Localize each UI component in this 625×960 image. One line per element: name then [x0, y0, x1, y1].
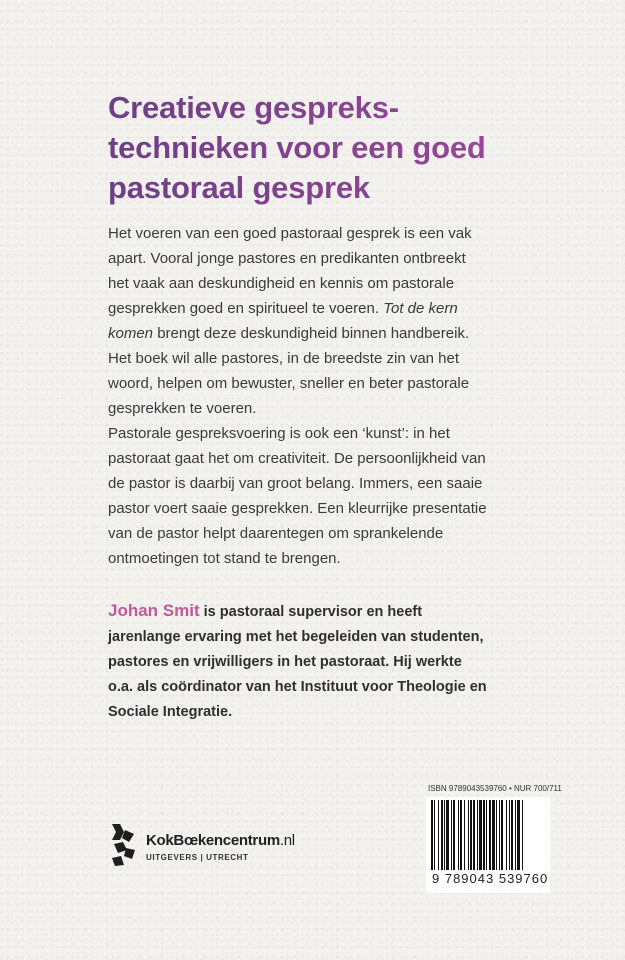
- blurb-text: van de pastor helpt daarentegen om sprankelende: [108, 525, 444, 542]
- barcode-bar: [499, 800, 500, 870]
- blurb-line: [108, 546, 538, 571]
- blurb-text: brengt deze deskundigheid binnen handbereik.: [153, 325, 470, 342]
- barcode-bar: [501, 800, 503, 870]
- blurb-line: [108, 271, 538, 296]
- barcode-bar: [506, 800, 507, 870]
- headline-line: technieken voor een goed: [108, 130, 486, 165]
- barcode-bar: [517, 800, 520, 870]
- blurb-line: [108, 521, 538, 546]
- barcode-bar: [515, 800, 516, 870]
- barcode-bar: [460, 800, 462, 870]
- author-bio-line: [108, 598, 548, 625]
- blurb-line: [108, 371, 538, 396]
- publisher-subline: UITGEVERS | UTRECHT: [146, 853, 249, 862]
- blurb-text: het vaak aan deskundigheid en kennis om pastorale: [108, 275, 455, 292]
- author-bio: [108, 598, 548, 725]
- barcode-bar: [431, 800, 433, 870]
- barcode-bar: [509, 800, 510, 870]
- headline: [108, 88, 548, 208]
- barcode-bar: [438, 800, 439, 870]
- barcode-digits: 9 789043 539760: [432, 871, 549, 886]
- publisher-name-tld: .nl: [279, 832, 295, 849]
- blurb-text: ontmoetingen tot stand te brengen.: [108, 550, 341, 567]
- barcode-bar: [496, 800, 497, 870]
- headline-line: Creatieve gespreks-: [108, 90, 399, 125]
- barcode-bar: [441, 800, 443, 870]
- barcode-bar: [483, 800, 485, 870]
- barcode-bar: [458, 800, 459, 870]
- blurb-text: apart. Vooral jonge pastores en predikanten ontbreekt: [108, 250, 466, 267]
- author-bio-line: o.a. als coördinator van het Instituut voor Theologie en: [108, 679, 487, 695]
- blurb-text: pastoraat gaat het om creativiteit. De persoonlijkheid van: [108, 450, 486, 467]
- barcode-bar: [464, 800, 465, 870]
- barcode-bar: [470, 800, 472, 870]
- blurb-text: woord, helpen om bewuster, sneller en beter pastorale: [108, 375, 470, 392]
- barcode-bar: [453, 800, 455, 870]
- blurb-line: [108, 496, 538, 521]
- barcode-bars: [429, 800, 547, 872]
- publisher-mark-icon: [108, 820, 138, 868]
- book-title-italic: komen: [108, 325, 154, 342]
- barcode-bar: [479, 800, 482, 870]
- blurb-text: gesprekken goed en spiritueel te voeren.: [108, 300, 384, 317]
- blurb-text: Pastorale gespreksvoering is ook een ‘kunst’: in het: [108, 425, 450, 442]
- blurb-line: [108, 221, 538, 246]
- barcode-bar: [468, 800, 469, 870]
- author-bio-line: jarenlange ervaring met het begeleiden van studenten,: [108, 629, 484, 645]
- barcode-bar: [492, 800, 495, 870]
- barcode-bar: [511, 800, 513, 870]
- barcode-bar: [451, 800, 452, 870]
- blurb-text: Het voeren van een goed pastoraal gesprek is een vak: [108, 225, 472, 242]
- publisher-logo: [108, 820, 338, 870]
- barcode-bar: [434, 800, 435, 870]
- blurb-line: [108, 296, 538, 321]
- barcode-bar: [444, 800, 445, 870]
- headline-line: pastoraal gesprek: [108, 170, 370, 205]
- barcode-bar: [486, 800, 487, 870]
- barcode-bar: [446, 800, 449, 870]
- author-name: Johan Smit: [108, 601, 200, 620]
- barcode-bar: [489, 800, 491, 870]
- blurb-line: [108, 396, 538, 421]
- blurb-text: de pastor is daarbij van groot belang. Immers, een saaie: [108, 475, 483, 492]
- isbn-label: ISBN 9789043539760 • NUR 700/711: [428, 784, 562, 793]
- blurb-line: [108, 446, 538, 471]
- author-bio-line: Sociale Integratie.: [108, 704, 233, 720]
- author-bio-line: pastores en vrijwilligers in het pastoraat. Hij werkte: [108, 654, 462, 670]
- blurb-line: [108, 346, 538, 371]
- blurb-line: [108, 471, 538, 496]
- publisher-name-main: KokBœkencentrum: [146, 832, 280, 849]
- blurb-line: [108, 246, 538, 271]
- blurb-text: pastor voert saaie gesprekken. Een kleurrijke presentatie: [108, 500, 487, 517]
- author-bio-text: is pastoraal supervisor en heeft: [199, 604, 423, 620]
- blurb-line: [108, 421, 538, 446]
- blurb-text: Het boek wil alle pastores, in de breedste zin van het: [108, 350, 460, 367]
- blurb-text: gesprekken te voeren.: [108, 400, 257, 417]
- barcode-bar: [477, 800, 478, 870]
- blurb: [108, 221, 538, 571]
- barcode-bar: [522, 800, 523, 870]
- blurb-line: [108, 321, 538, 346]
- barcode-bar: [473, 800, 475, 870]
- book-title-italic: Tot de kern: [383, 300, 458, 317]
- barcode: [426, 797, 550, 893]
- publisher-name: [146, 832, 295, 849]
